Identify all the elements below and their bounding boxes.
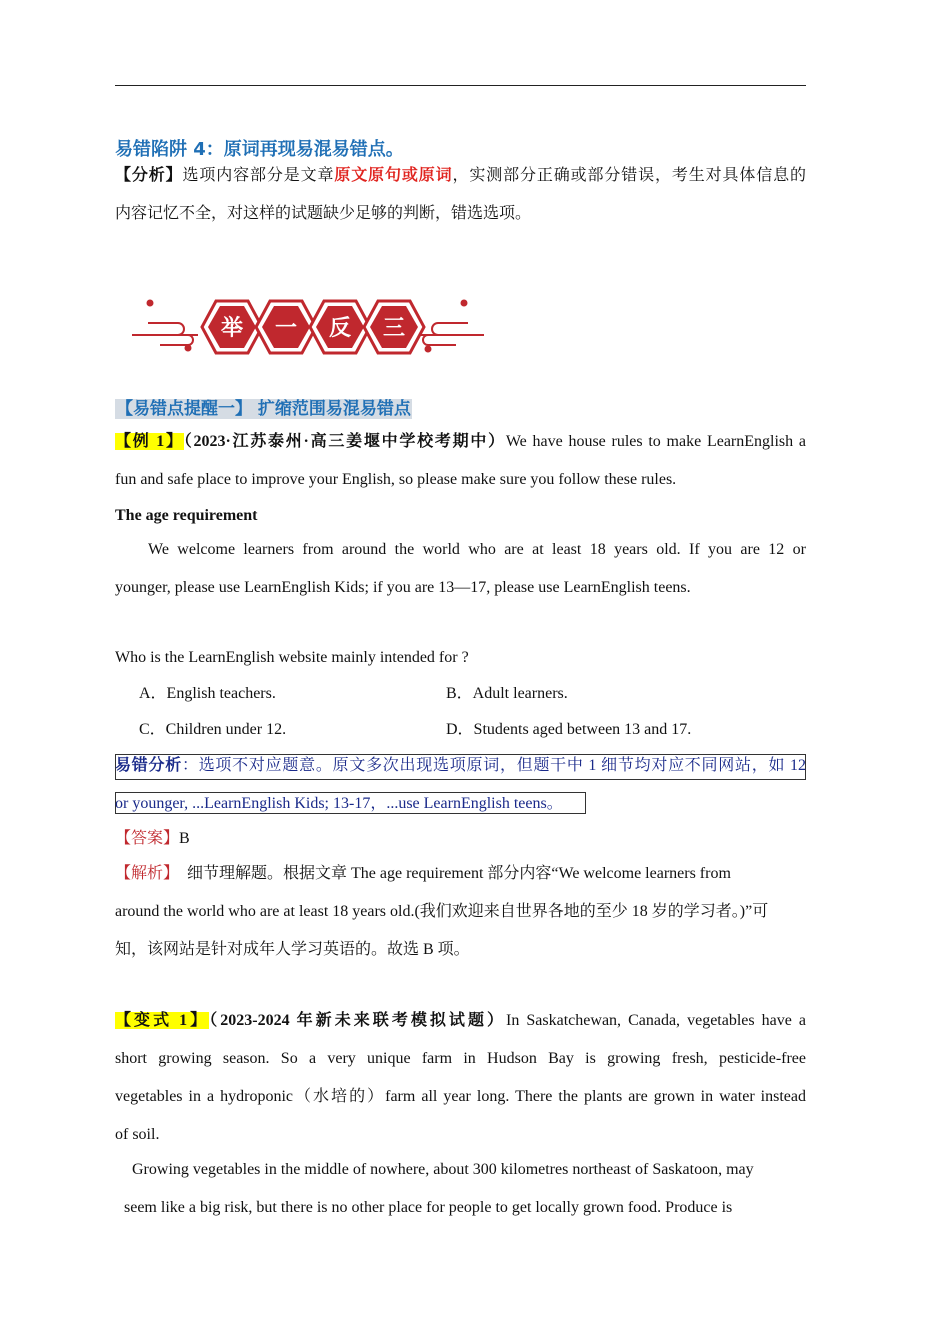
variant1-tag: 【变式 1】 — [115, 1012, 210, 1029]
variant1-line2: short growing season. So a very unique farm in Hudson Bay is growing fresh, pesticide-free — [115, 1050, 806, 1067]
explain-line2: around the world who are at least 18 years old.(我们欢迎来自世界各地的至少 18 岁的学习者。)”可 — [115, 903, 769, 920]
trap-analysis-line2: 内容记忆不全，对这样的试题缺少足够的判断，错选选项。 — [115, 205, 532, 222]
variant1-line3: vegetables in a hydroponic（水培的）farm all year long. There the plants are grown in water instead — [115, 1088, 806, 1105]
reminder-title: 扩缩范围易混易错点 — [257, 399, 411, 419]
banner-right-ornament — [418, 301, 484, 352]
banner-char-1: 举 — [220, 316, 244, 341]
reminder-tag: 【易错点提醒一】 — [116, 399, 252, 419]
option-c: C．Children under 12. — [139, 721, 287, 738]
error-analysis-label: 易错分析 — [115, 757, 182, 774]
example1-question: Who is the LearnEnglish website mainly intended for ? — [115, 649, 469, 666]
analysis-emphasis: 原文原句或原词 — [334, 167, 453, 184]
variant1-para2-line2: seem like a big risk, but there is no other place for people to get locally grown food. Produce is — [124, 1199, 733, 1216]
analysis-tag: 【分析】 — [115, 167, 183, 184]
banner-left-ornament — [132, 301, 198, 351]
banner-char-2: 一 — [274, 316, 298, 341]
option-a: A．English teachers. — [139, 685, 276, 702]
variant1-line1: 【变式 1】（2023-2024 年新未来联考模拟试题）In Saskatchewan, Canada, vegetables have a — [115, 1012, 806, 1029]
explain-line3: 知，该网站是针对成年人学习英语的。故选 B 项。 — [115, 941, 470, 958]
answer-tag: 【答案】 — [115, 830, 180, 847]
variant1-para2-line1: Growing vegetables in the middle of nowhere, about 300 kilometres northeast of Saskatoon, may — [132, 1161, 754, 1178]
example1-line2: fun and safe place to improve your English, so please make sure you follow these rules. — [115, 471, 677, 488]
trap-analysis-line1: 【分析】选项内容部分是文章原文原句或原词，实测部分正确或部分错误，考生对具体信息的 — [115, 167, 806, 184]
variant1-line4: of soil. — [115, 1126, 160, 1143]
example1-source: （2023·江苏泰州·高三姜堰中学校考期中） — [183, 433, 506, 450]
option-d: D．Students aged between 13 and 17. — [446, 721, 692, 738]
error-analysis-line2: or younger, ...LearnEnglish Kids; 13-17，...use LearnEnglish teens。 — [115, 795, 563, 812]
trap-heading: 易错陷阱 4：原词再现易混易错点。 — [115, 139, 404, 160]
option-b: B．Adult learners. — [446, 685, 568, 702]
variant1-source: （2023-2024 年新未来联考模拟试题） — [209, 1012, 507, 1029]
banner-char-3: 反 — [328, 316, 352, 341]
answer-value: B — [179, 830, 190, 847]
answer-line — [115, 820, 806, 858]
header-rule — [115, 85, 806, 86]
example1-subheading: The age requirement — [115, 507, 258, 524]
example1-para-line1: We welcome learners from around the world who are at least 18 years old. If you are 12 or — [148, 541, 806, 558]
explain-tag: 【解析】 — [115, 865, 180, 882]
error-analysis-line1: 易错分析：选项不对应题意。原文多次出现选项原词，但题干中 1 细节均对应不同网站，如 12 — [115, 757, 806, 774]
explain-line1: 【解析】 细节理解题。根据文章 The age requirement 部分内容“We welcome learners from — [115, 865, 731, 882]
example1-tag: 【例 1】 — [115, 433, 184, 450]
example1-para-line2: younger, please use LearnEnglish Kids; if you are 13—17, please use LearnEnglish teens. — [115, 579, 691, 596]
banner-decoration — [128, 293, 488, 361]
example1-line1: 【例 1】（2023·江苏泰州·高三姜堰中学校考期中）We have house rules to make LearnEnglish a — [115, 433, 806, 450]
banner-char-4: 三 — [382, 316, 406, 341]
